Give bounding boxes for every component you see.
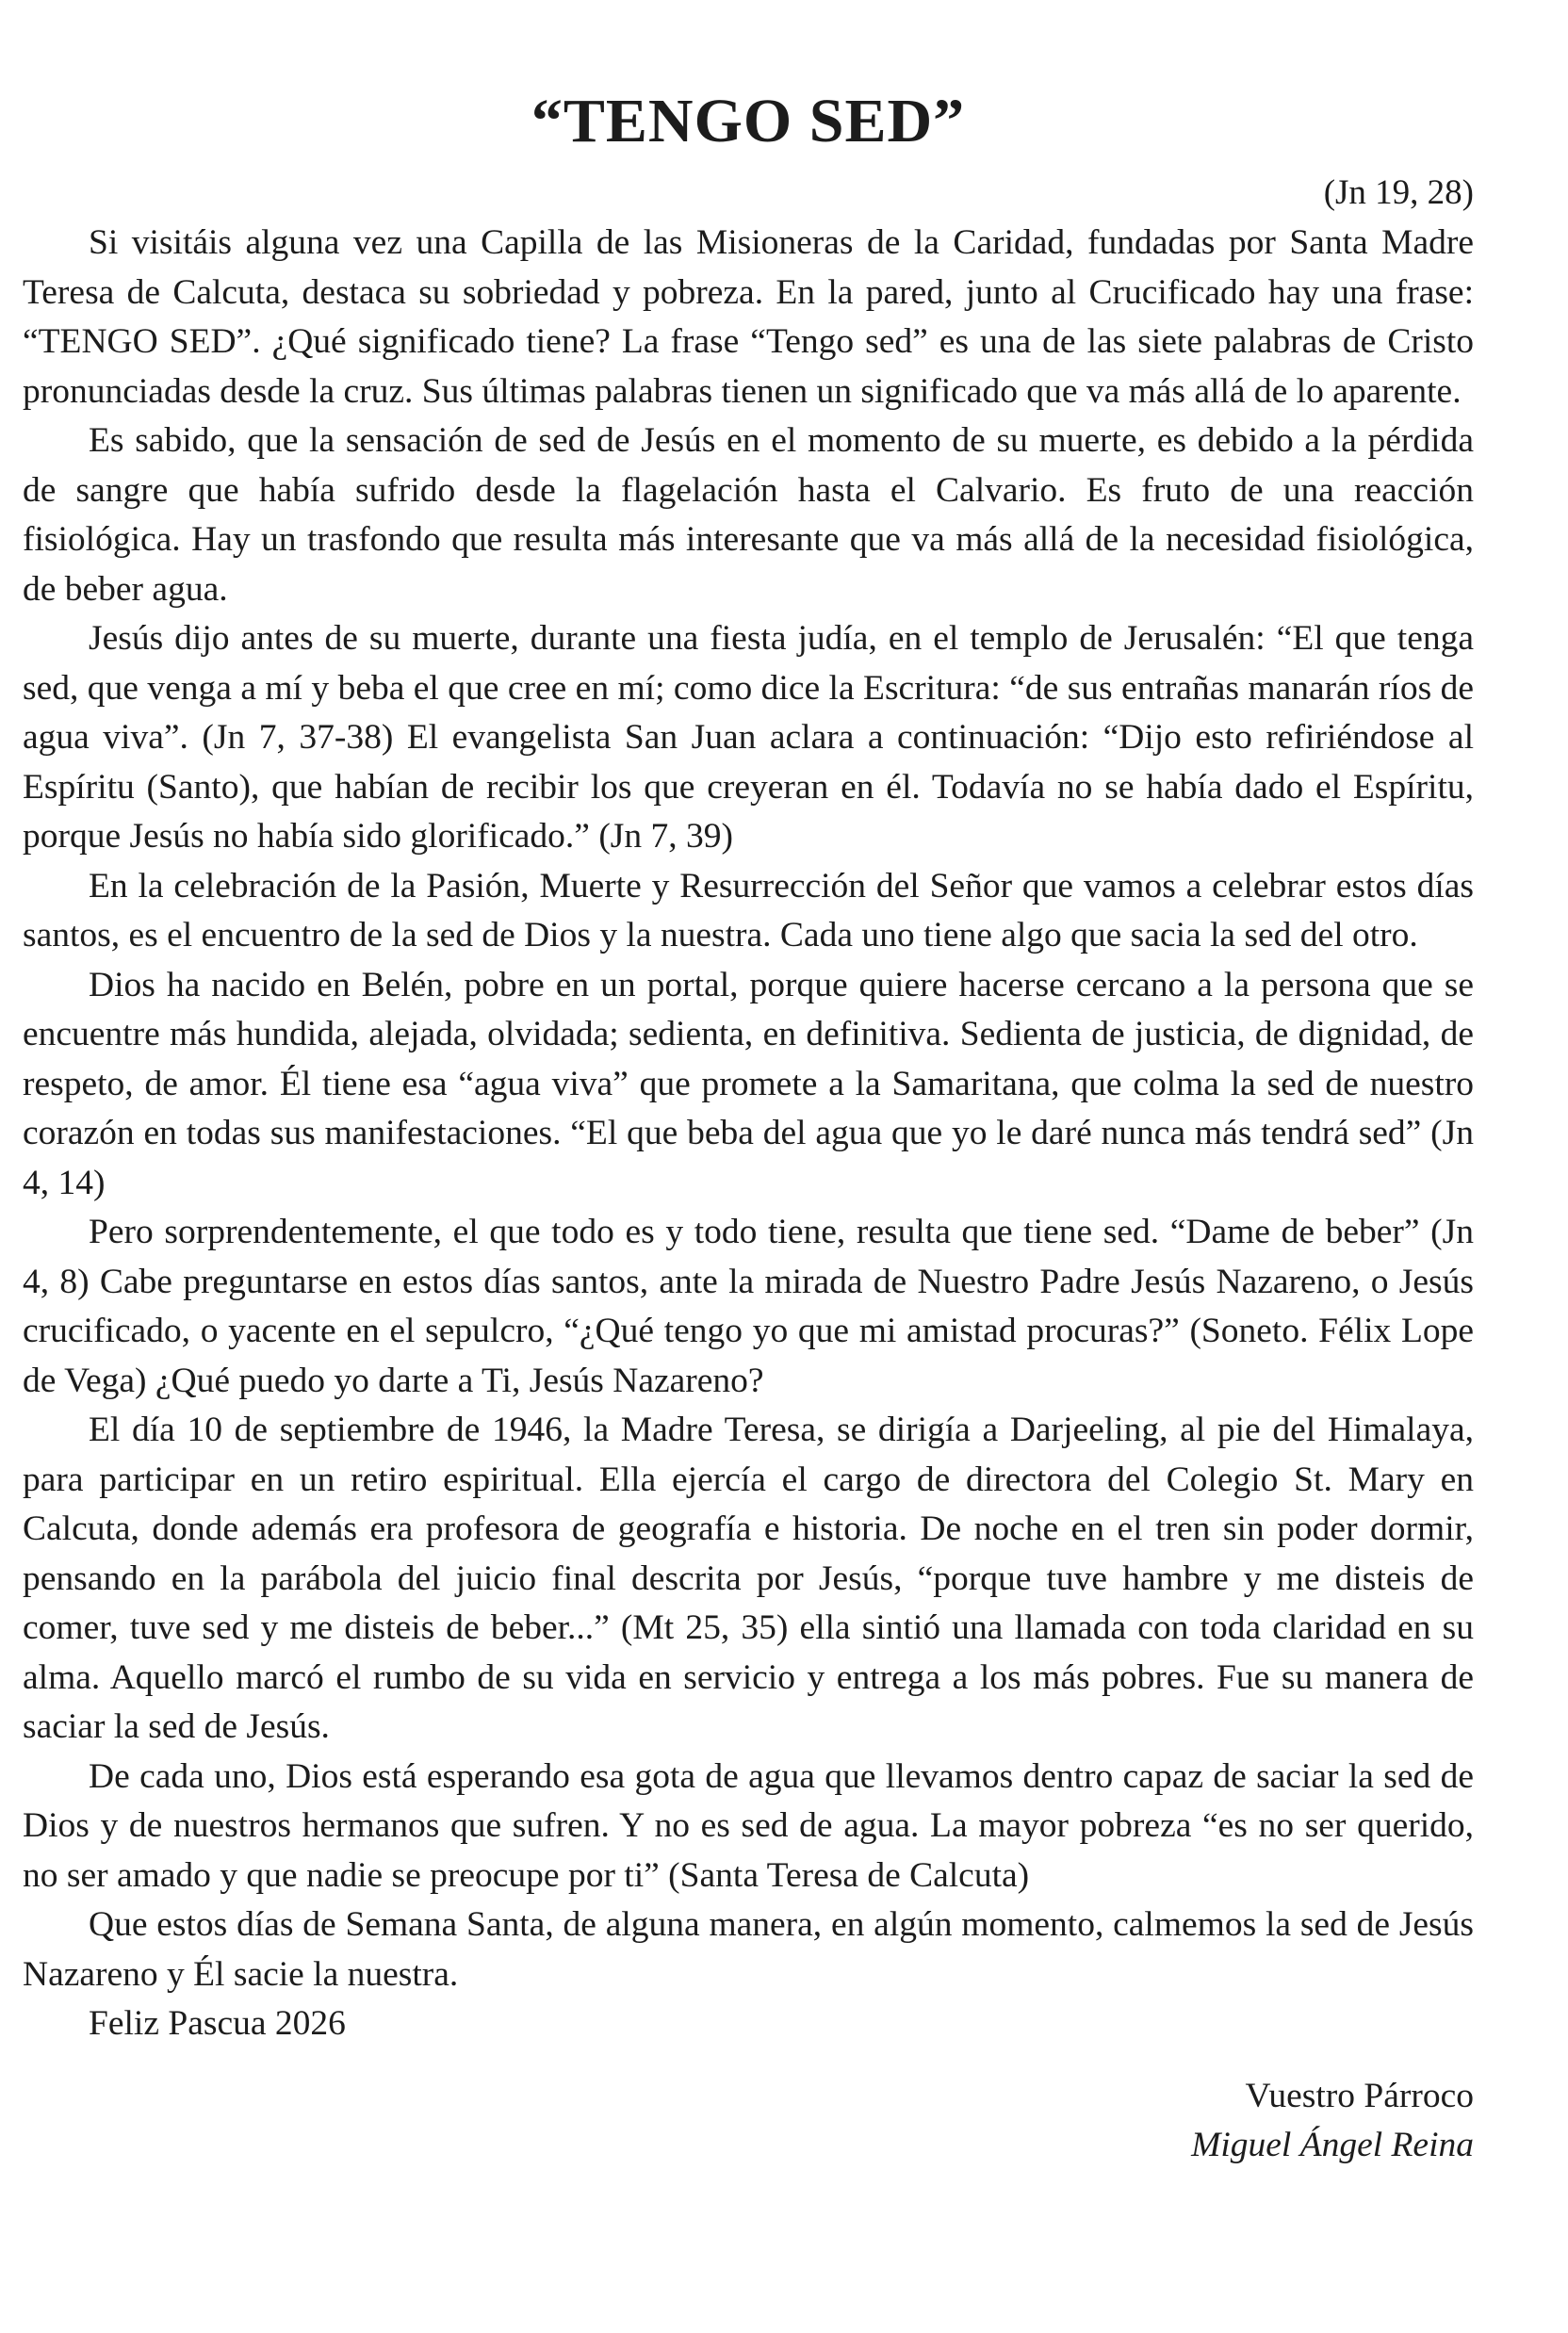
page-title: “TENGO SED”: [531, 87, 966, 155]
signature-name: Miguel Ángel Reina: [1191, 2126, 1474, 2164]
document-page: [23, 87, 1474, 2171]
paragraph: Es sabido, que la sensación de sed de Jesús en el momento de su muerte, es debido a la pérdida de sangre que había sufrido desde la flagelación hasta el Calvario. Es fruto de una reacción fisiológica. Hay un trasfondo que resulta más interesante que va más allá de la necesidad fisiológica, de beber agua.: [23, 421, 1474, 609]
signature-role: Vuestro Párroco: [1245, 2076, 1474, 2115]
closing-greeting: Feliz Pascua 2026: [89, 2004, 346, 2043]
paragraph: Pero sorprendentemente, el que todo es y todo tiene, resulta que tiene sed. “Dame de beber” (Jn 4, 8) Cabe preguntarse en estos días santos, ante la mirada de Nuestro Padre Jesús Nazareno, o Jesús crucificado, o yacente en el sepulcro, “¿Qué tengo yo que mi amistad procuras?” (Soneto. Félix Lope de Vega) ¿Qué puedo yo darte a Ti, Jesús Nazareno?: [23, 1213, 1474, 1400]
paragraph: Dios ha nacido en Belén, pobre en un portal, porque quiere hacerse cercano a la persona que se encuentre más hundida, alejada, olvidada; sedienta, en definitiva. Sedienta de justicia, de dignidad, de respeto, de amor. Él tiene esa “agua viva” que promete a la Samaritana, que colma la sed de nuestro corazón en todas sus manifestaciones. “El que beba del agua que yo le daré nunca más tendrá sed” (Jn 4, 14): [23, 965, 1474, 1202]
paragraph: En la celebración de la Pasión, Muerte y Resurrección del Señor que vamos a celebrar estos días santos, es el encuentro de la sed de Dios y la nuestra. Cada uno tiene algo que sacia la sed del otro.: [23, 866, 1474, 954]
paragraph: Que estos días de Semana Santa, de alguna manera, en algún momento, calmemos la sed de Jesús Nazareno y Él sacie la nuestra.: [23, 1905, 1474, 1994]
paragraph: Jesús dijo antes de su muerte, durante una fiesta judía, en el templo de Jerusalén: “El que tenga sed, que venga a mí y beba el que cree en mí; como dice la Escritura: “de sus entrañas manarán ríos de agua viva”. (Jn 7, 37-38) El evangelista San Juan aclara a continuación: “Dijo esto refiriéndose al Espíritu (Santo), que habían de recibir los que creyeran en él. Todavía no se había dado el Espíritu, porque Jesús no había sido glorificado.” (Jn 7, 39): [23, 619, 1474, 856]
bible-reference: (Jn 19, 28): [1323, 173, 1474, 212]
paragraph: Si visitáis alguna vez una Capilla de las Misioneras de la Caridad, fundadas por Santa Madre Teresa de Calcuta, destaca su sobriedad y pobreza. En la pared, junto al Crucificado hay una frase: “TENGO SED”. ¿Qué significado tiene? La frase “Tengo sed” es una de las siete palabras de Cristo pronunciadas desde la cruz. Sus últimas palabras tienen un significado que va más allá de lo aparente.: [23, 223, 1474, 411]
signature-block: [23, 2072, 1474, 2171]
paragraph: De cada uno, Dios está esperando esa gota de agua que llevamos dentro capaz de saciar la sed de Dios y de nuestros hermanos que sufren. Y no es sed de agua. La mayor pobreza “es no ser querido, no ser amado y que nadie se preocupe por ti” (Santa Teresa de Calcuta): [23, 1756, 1474, 1895]
paragraph: El día 10 de septiembre de 1946, la Madre Teresa, se dirigía a Darjeeling, al pie del Himalaya, para participar en un retiro espiritual. Ella ejercía el cargo de directora del Colegio St. Mary en Calcuta, donde además era profesora de geografía e historia. De noche en el tren sin poder dormir, pensando en la parábola del juicio final descrita por Jesús, “porque tuve hambre y me disteis de comer, tuve sed y me disteis de beber...” (Mt 25, 35) ella sintió una llamada con toda claridad en su alma. Aquello marcó el rumbo de su vida en servicio y entrega a los más pobres. Fue su manera de saciar la sed de Jesús.: [23, 1411, 1474, 1746]
body-text: [23, 219, 1474, 2049]
